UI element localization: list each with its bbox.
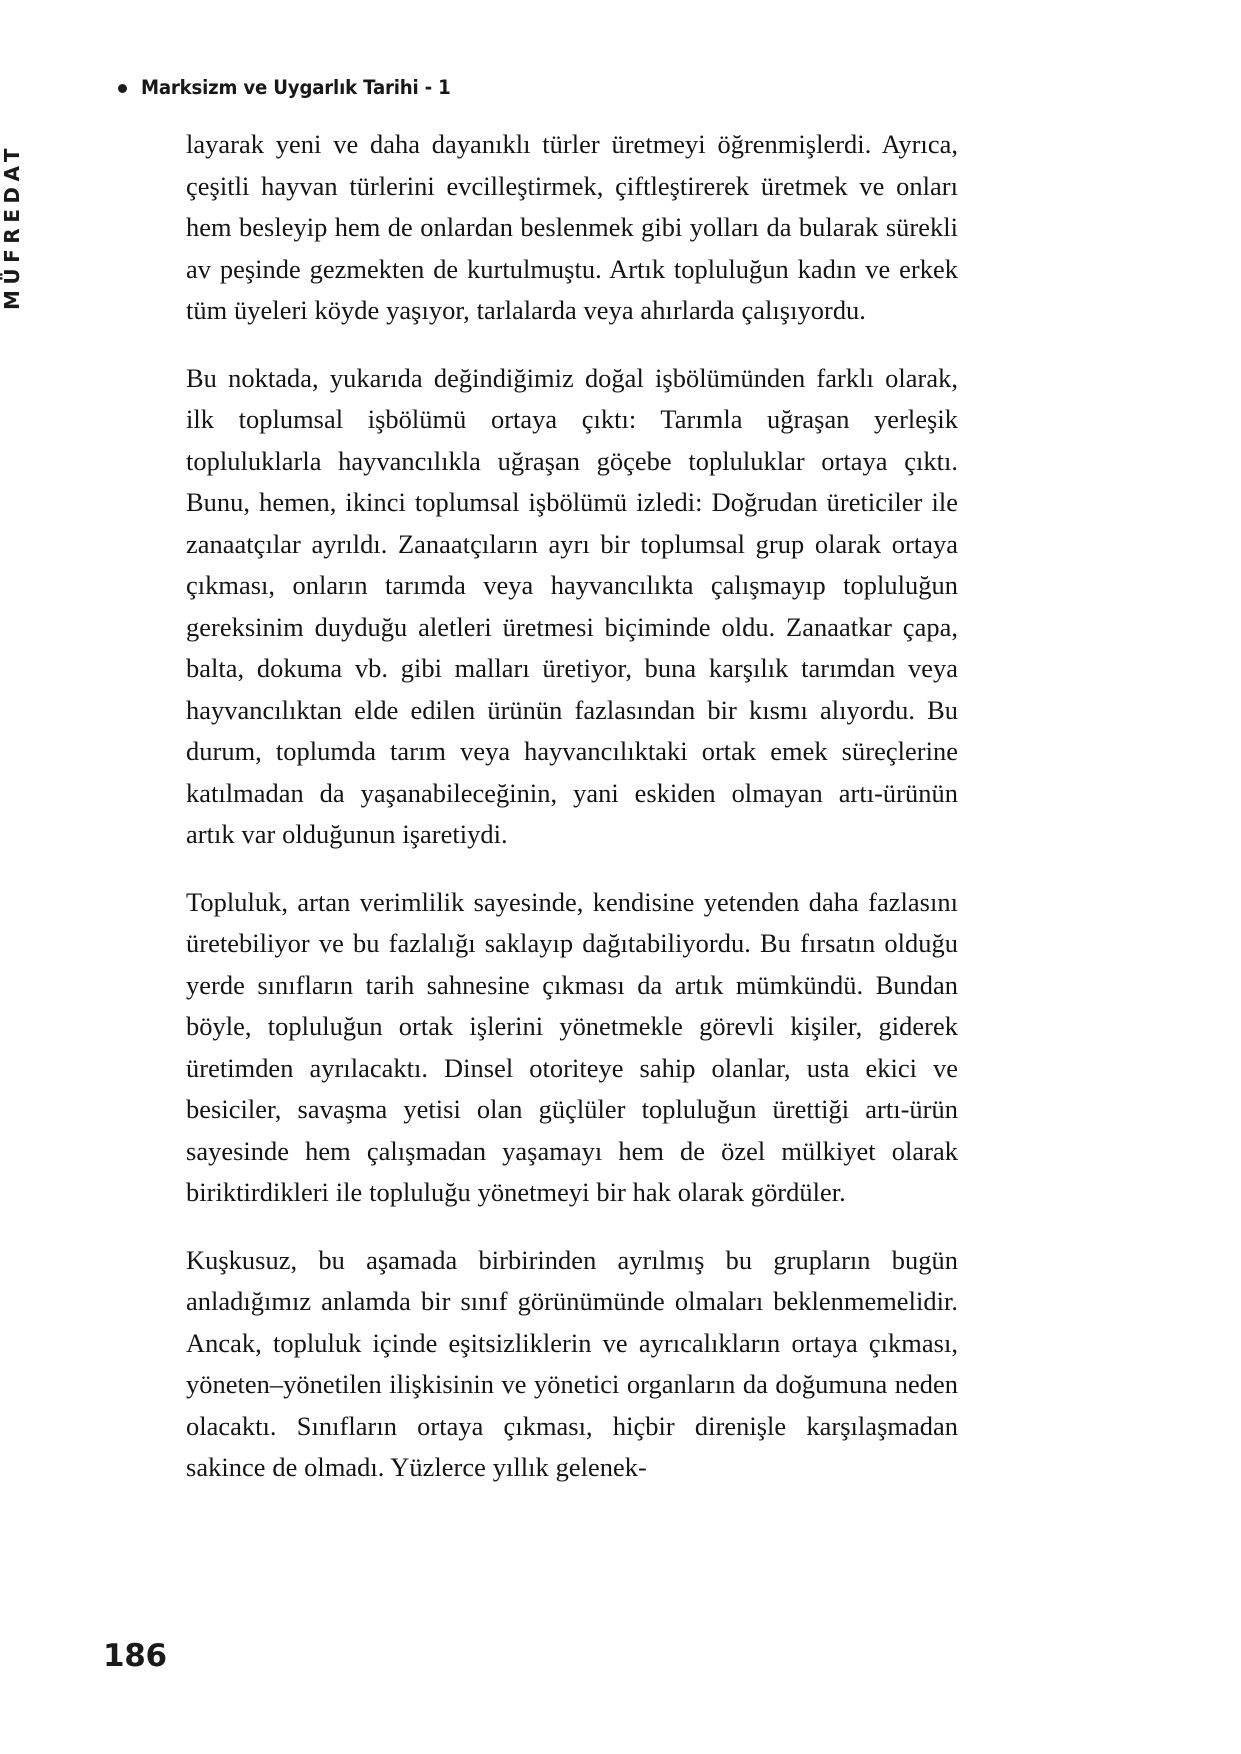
section-side-tab-label: MÜFREDAT [0,142,25,310]
body-paragraph-3: Topluluk, artan verimlilik sayesinde, kendisine yetenden daha fazlasını üretebiliyor ve bu fazlalığı saklayıp dağıtabiliyordu. Bu fırsatın olduğu yerde sınıfların tarih sahnesine çıkması da artık mümkündü. Bundan böyle, topluluğun ortak işlerini yönetmekle görevli kişiler, giderek üretimden ayrılacaktı. Dinsel otoriteye sahip olanlar, usta ekici ve besiciler, savaşma yetisi olan güçlüler topluluğun ürettiği artı-ürün sayesinde hem çalışmadan yaşamayı hem de özel mülkiyet olarak biriktirdikleri ile topluluğu yönetmeyi bir hak olarak gördüler. [186,886,958,1207]
body-text-column [186,124,958,1489]
body-paragraph-4: Kuşkusuz, bu aşamada birbirinden ayrılmış bu grupların bugün anladığımız anlamda bir sınıf görünümünde olmaları beklenmemelidir. Ancak, topluluk içinde eşitsizliklerin ve ayrıcalıkların ortaya çıkması, yöneten–yönetilen ilişkisinin ve yönetici organların da doğumuna neden olacaktı. Sınıfların ortaya çıkması, hiçbir direnişle karşılaşmadan sakince de olmadı. Yüzlerce yıllık gelenek- [186,1244,958,1482]
running-head [118,76,474,99]
body-paragraph-2: Bu noktada, yukarıda değindiğimiz doğal işbölümünden farklı olarak, ilk toplumsal işbölümü ortaya çıktı: Tarımla uğraşan yerleşik topluluklarla hayvancılıkla uğraşan göçebe topluluklar ortaya çıktı. Bunu, hemen, ikinci toplumsal işbölümü izledi: Doğrudan üreticiler ile zanaatçılar ayrıldı. Zanaatçıların ayrı bir toplumsal grup olarak ortaya çıkması, onların tarımda veya hayvancılıkta çalışmayıp topluluğun gereksinim duyduğu aletleri üretmesi biçiminde oldu. Zanaatkar çapa, balta, dokuma vb. gibi malları üretiyor, buna karşılık tarımdan veya hayvancılıktan elde edilen ürünün fazlasından bir kısmı alıyordu. Bu durum, toplumda tarım veya hayvancılıktaki ortak emek süreçlerine katılmadan da yaşanabileceğinin, yani eskiden olmayan artı-ürünün artık var olduğunun işaretiydi. [186,362,958,849]
section-side-tab [0,110,29,310]
running-head-title: Marksizm ve Uygarlık Tarihi - 1 [141,76,451,99]
body-paragraph-1: layarak yeni ve daha dayanıklı türler üretmeyi öğrenmişlerdi. Ayrıca, çeşitli hayvan türlerini evcilleştirmek, çiftleştirerek üretmek ve onları hem besleyip hem de onlardan beslenmek gibi yolları da bularak sürekli av peşinde gezmekten de kurtulmuştu. Artık topluluğun kadın ve erkek tüm üyeleri köyde yaşıyor, tarlalarda veya ahırlarda çalışıyordu. [186,129,958,325]
bullet-dot-icon [118,84,127,93]
page-number: 186 [103,1638,167,1674]
